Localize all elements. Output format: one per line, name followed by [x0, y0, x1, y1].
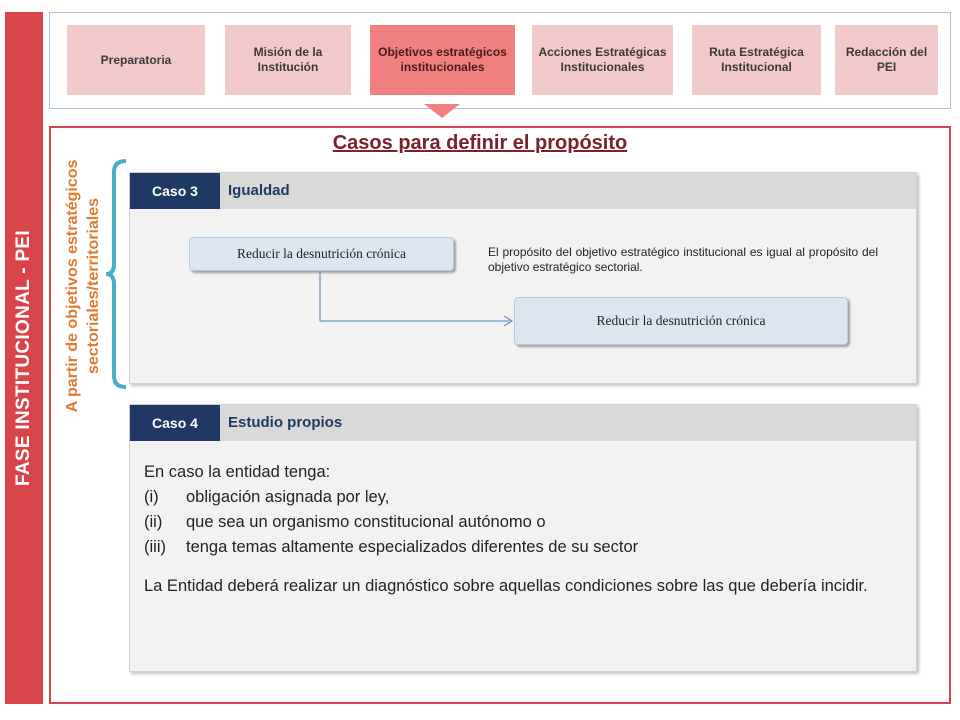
- case3-description: El propósito del objetivo estratégico institucional es igual al propósito del objetivo estratégico sectorial.: [488, 245, 878, 274]
- phase-sidebar: [5, 12, 43, 704]
- list-item-number: (iii): [144, 538, 166, 556]
- step-acciones[interactable]: Acciones Estratégicas Institucionales: [532, 25, 673, 95]
- institutional-objective-box: Reducir la desnutrición crónica: [189, 237, 454, 271]
- case4-panel: [129, 404, 917, 672]
- step-redaccion[interactable]: Redacción del PEI: [835, 25, 938, 95]
- list-item: [144, 485, 884, 510]
- list-item: [144, 535, 884, 560]
- list-item-text: tenga temas altamente especializados diferentes de su sector: [186, 538, 639, 556]
- step-mision[interactable]: Misión de la Institución: [225, 25, 351, 95]
- list-item-number: (i): [144, 488, 159, 506]
- case4-body: [144, 460, 884, 599]
- step-preparatoria[interactable]: Preparatoria: [67, 25, 205, 95]
- vertical-label-line1: A partir de objetivos estratégicos: [64, 159, 81, 413]
- curly-brace: [104, 158, 128, 390]
- phase-label: FASE INSTITUCIONAL - PEI: [13, 230, 34, 486]
- connector-arrow: [130, 173, 918, 385]
- list-item-number: (ii): [144, 513, 163, 531]
- page-title: Casos para definir el propósito: [332, 132, 628, 154]
- active-step-pointer: [424, 104, 460, 118]
- case3-tag: Caso 3: [130, 173, 220, 209]
- list-item: [144, 510, 884, 535]
- case4-tag: Caso 4: [130, 405, 220, 441]
- case4-conclusion: La Entidad deberá realizar un diagnóstico sobre aquellas condiciones sobre las que debería incidir.: [144, 577, 868, 595]
- vertical-label: [55, 140, 111, 432]
- case3-title: Igualdad: [228, 182, 290, 199]
- case4-title: Estudio propios: [228, 414, 343, 431]
- step-ruta[interactable]: Ruta Estratégica Institucional: [692, 25, 821, 95]
- list-item-text: obligación asignada por ley,: [186, 488, 390, 506]
- list-item-text: que sea un organismo constitucional autónomo o: [186, 513, 546, 531]
- step-objetivos[interactable]: Objetivos estratégicos institucionales: [370, 25, 515, 95]
- case4-intro: En caso la entidad tenga:: [144, 463, 331, 481]
- case3-panel: [129, 172, 917, 384]
- vertical-label-line2: sectoriales/territoriales: [85, 197, 102, 375]
- sectoral-objective-box: Reducir la desnutrición crónica: [514, 297, 848, 345]
